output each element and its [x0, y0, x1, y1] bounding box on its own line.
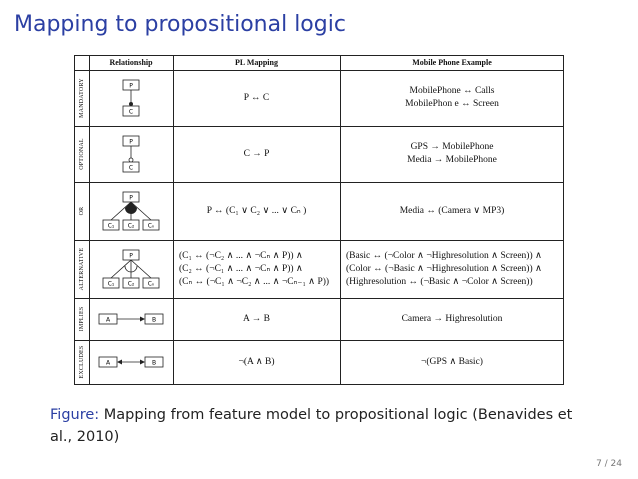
pl-formula: A → B: [243, 313, 270, 324]
row-label-excludes: [75, 340, 89, 384]
row-label-text: OPTIONAL: [79, 138, 85, 170]
pl-cell-or: [173, 182, 340, 240]
diagram-mandatory: [89, 70, 173, 126]
example-formula: Media ↔ (Camera ∨ MP3): [399, 205, 505, 216]
pl-cell-implies: [173, 298, 340, 340]
row-label-text: MANDATORY: [79, 78, 85, 118]
caption-text: Mapping from feature model to propositional logic (Benavides et al., 2010): [50, 407, 573, 445]
example-formula: GPS → MobilePhone: [410, 142, 494, 152]
header-pl-mapping: PL Mapping: [235, 58, 278, 67]
parent-feature-label: P: [129, 138, 133, 146]
example-cell-optional: [340, 126, 564, 182]
child-feature-label: C₂: [127, 222, 135, 230]
mandatory-marker: [129, 102, 133, 106]
example-formula: MobilePhon e ↔ Screen: [405, 99, 499, 109]
row-label-mandatory: [75, 70, 89, 126]
row-label-optional: [75, 126, 89, 182]
pl-formula: (Cₙ ↔ (¬C₁ ∧ ¬C₂ ∧ ... ∧ ¬Cₙ₋₁ ∧ P)): [179, 276, 330, 287]
child-feature-label: C₂: [127, 280, 135, 288]
requires-arrowhead: [140, 317, 145, 322]
parent-feature-label: P: [129, 194, 133, 202]
target-feature-label: B: [151, 359, 157, 367]
row-label-text: IMPLIES: [79, 306, 85, 332]
mapping-table: [74, 55, 564, 385]
diagram-alternative: [89, 240, 173, 298]
child-feature-label: Cₙ: [147, 222, 155, 230]
excludes-arrowhead-left: [117, 360, 122, 365]
page-number: 7 / 24: [596, 459, 622, 469]
pl-formula: (C₁ ↔ (¬C₂ ∧ ... ∧ ¬Cₙ ∧ P)) ∧: [179, 250, 303, 261]
row-label-text: ALTERNATIVE: [79, 247, 85, 291]
pl-cell-mandatory: [173, 70, 340, 126]
pl-formula: (C₂ ↔ (¬C₁ ∧ ... ∧ ¬Cₙ ∧ P)) ∧: [179, 263, 303, 274]
diagram-or: [89, 182, 173, 240]
row-label-or: [75, 182, 89, 240]
example-formula: (Highresolution ↔ (¬Basic ∧ ¬Color ∧ Screen)): [346, 276, 533, 287]
example-formula: ¬(GPS ∧ Basic): [421, 356, 483, 367]
figure-caption: [50, 404, 590, 448]
header-relationship: Relationship: [109, 58, 153, 67]
example-formula: Camera → Highresolution: [401, 313, 503, 324]
example-cell-excludes: [340, 340, 564, 384]
child-feature-label: C: [128, 108, 134, 116]
alternative-edge: [131, 260, 151, 278]
diagram-implies: [89, 298, 173, 340]
slide-title: Mapping to propositional logic: [14, 12, 346, 37]
source-feature-label: A: [105, 359, 111, 367]
row-label-text: EXCLUDES: [79, 345, 85, 379]
parent-feature-label: P: [129, 252, 133, 260]
diagram-excludes: [89, 340, 173, 384]
example-cell-implies: [340, 298, 564, 340]
row-label-text: OR: [79, 206, 85, 216]
optional-marker: [129, 158, 133, 162]
pl-cell-alternative: [173, 240, 340, 298]
source-feature-label: A: [105, 316, 111, 324]
example-formula: (Basic ↔ (¬Color ∧ ¬Highresolution ∧ Screen)) ∧: [346, 250, 542, 261]
example-cell-or: [340, 182, 564, 240]
pl-cell-optional: [173, 126, 340, 182]
child-feature-label: C₁: [107, 280, 115, 288]
child-feature-label: Cₙ: [147, 280, 155, 288]
pl-cell-excludes: [173, 340, 340, 384]
child-feature-label: C₁: [107, 222, 115, 230]
caption-label: Figure:: [50, 407, 100, 423]
row-label-alternative: [75, 240, 89, 298]
pl-formula: P ↔ (C₁ ∨ C₂ ∨ ... ∨ Cₙ ): [206, 205, 307, 216]
example-formula: Media → MobilePhone: [407, 155, 497, 165]
example-cell-mandatory: [340, 70, 564, 126]
pl-formula: P ↔ C: [243, 92, 270, 103]
row-label-implies: [75, 298, 89, 340]
example-formula: (Color ↔ (¬Basic ∧ ¬Highresolution ∧ Screen)) ∧: [346, 263, 542, 274]
header-example: Mobile Phone Example: [412, 58, 492, 67]
parent-feature-label: P: [129, 82, 133, 90]
excludes-arrowhead-right: [140, 360, 145, 365]
target-feature-label: B: [151, 316, 157, 324]
pl-formula: C → P: [243, 148, 270, 159]
pl-formula: ¬(A ∧ B): [238, 356, 275, 367]
child-feature-label: C: [128, 164, 134, 172]
diagram-optional: [89, 126, 173, 182]
example-formula: MobilePhone ↔ Calls: [409, 86, 495, 96]
alternative-edge: [111, 260, 131, 278]
example-cell-alternative: [340, 240, 564, 298]
